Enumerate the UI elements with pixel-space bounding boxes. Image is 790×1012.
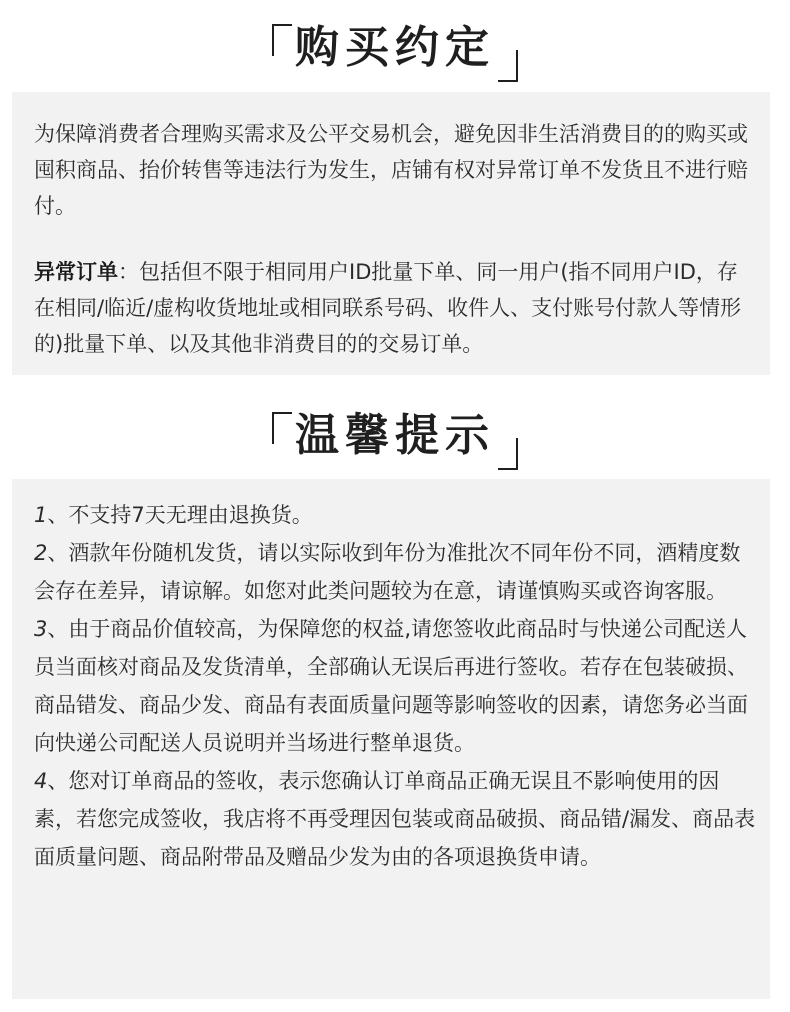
notice-title: 温馨提示 [295, 410, 495, 461]
right-bracket-icon [498, 50, 518, 82]
notice-item-text: 、由于商品价值较高，为保障您的权益,请您签收此商品时与快递公司配送人员当面核对商品及发货清单，全部确认无误后再进行签收。若存在包装破损、商品错发、商品少发、商品有表面质量问题等影响签收的因素，请您务必当面向快递公司配送人员说明并当场进行整单退货。 [34, 617, 748, 755]
abnormal-order-paragraph [34, 254, 754, 362]
notice-item-number: 2 [34, 541, 48, 565]
notice-item [34, 496, 756, 534]
agreement-intro: 为保障消费者合理购买需求及公平交易机会，避免因非生活消费目的的购买或囤积商品、抬价转售等违法行为发生，店铺有权对异常订单不发货且不进行赔付。 [34, 122, 748, 218]
notice-item [34, 762, 756, 876]
notice-item [34, 534, 756, 610]
notice-item-number: 1 [34, 503, 48, 527]
abnormal-order-label: 异常订单 [34, 260, 118, 284]
notice-heading [0, 398, 790, 478]
abnormal-order-text: ：包括但不限于相同用户ID批量下单、同一用户(指不同用户ID，存在相同/临近/虚构收货地址或相同联系号码、收件人、支付账号付款人等情形的)批量下单、以及其他非消费目的的交易订单。 [34, 260, 742, 356]
notice-item [34, 610, 756, 762]
notice-list [34, 496, 756, 876]
right-bracket-icon [498, 438, 518, 470]
notice-item-text: 、酒款年份随机发货，请以实际收到年份为准批次不同年份不同，酒精度数会存在差异，请谅解。如您对此类问题较为在意，请谨慎购买或咨询客服。 [34, 541, 741, 603]
agreement-title: 购买约定 [295, 22, 495, 73]
notice-item-text: 、不支持7天无理由退换货。 [47, 503, 313, 527]
notice-item-number: 3 [34, 617, 48, 641]
agreement-heading [0, 10, 790, 90]
notice-item-text: 、您对订单商品的签收，表示您确认订单商品正确无误且不影响使用的因素，若您完成签收，我店将不再受理因包装或商品破损、商品错/漏发、商品表面质量问题、商品附带品及赠品少发为由的各项退换货申请。 [34, 769, 756, 869]
notice-item-number: 4 [34, 769, 48, 793]
